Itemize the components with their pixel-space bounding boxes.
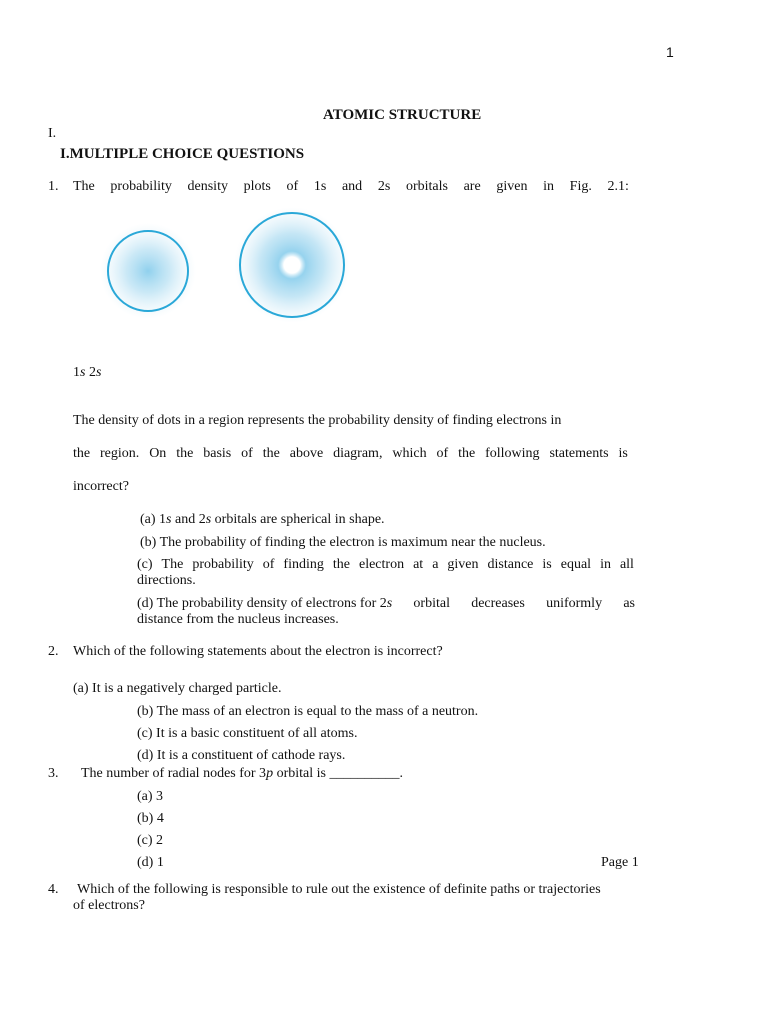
q1-option-d-word: as (623, 596, 635, 611)
caption-1s-sym: s (80, 365, 86, 380)
q1-paragraph-line3: incorrect? (73, 479, 129, 494)
q1-paragraph-word: the (262, 446, 280, 461)
header-page-number: 1 (666, 44, 674, 60)
q1-option-c-word: given (447, 557, 479, 572)
q1-option-c-word: electron (358, 557, 405, 572)
q1-word: given (496, 179, 528, 194)
q1-word: density (187, 179, 228, 194)
q1-paragraph-word: the (73, 446, 91, 461)
q1-paragraph-word: region. (100, 446, 140, 461)
q1-word: are (463, 179, 481, 194)
q1-option-c-line2: directions. (137, 573, 196, 588)
q1-option-c-word: distance (487, 557, 534, 572)
orbital-1s-plot (100, 223, 196, 319)
q1-word: The (73, 179, 95, 194)
q1-number: 1. (48, 179, 59, 194)
q1-word: probability (110, 179, 172, 194)
q1-option-c-word: at (413, 557, 424, 572)
q1-paragraph-word: above (289, 446, 324, 461)
caption-2s-sym: s (95, 365, 102, 380)
q4-text-line1: Which of the following is responsible to rule out the existence of definite paths or trajectories (77, 882, 601, 897)
q2-option-a: (a) It is a negatively charged particle. (73, 681, 282, 696)
q1-paragraph-word: On (149, 446, 167, 461)
q3-number: 3. (48, 766, 59, 781)
figure-caption (73, 365, 101, 381)
orbital-figure (70, 205, 370, 340)
q1-option-c-word: is (542, 557, 552, 572)
caption-1s-num: 1 (73, 365, 80, 380)
q1-text (73, 179, 629, 195)
orbital-2s-plot (234, 207, 350, 323)
q1-option-d-start: (d) The probability density of electrons for 2s (137, 596, 393, 611)
q1-paragraph-word: following (485, 446, 540, 461)
q1-paragraph-word: diagram, (333, 446, 383, 461)
footer-page-label: Page 1 (601, 855, 639, 870)
q1-option-c-word: The (161, 557, 184, 572)
q2-text: Which of the following statements about the electron is incorrect? (73, 644, 443, 659)
q1-option-c-word: probability (192, 557, 254, 572)
q1-word: in (543, 179, 554, 194)
q1-paragraph-line2 (73, 446, 628, 462)
q1-word: orbitals (405, 179, 448, 194)
q1-paragraph-word: the (176, 446, 194, 461)
q1-paragraph-word: statements (549, 446, 609, 461)
q1-word: of (286, 179, 299, 194)
q1-paragraph-word: the (458, 446, 476, 461)
q3-option-a: (a) 3 (137, 789, 164, 804)
q2-number: 2. (48, 644, 59, 659)
q1-paragraph-word: which (392, 446, 427, 461)
q1-option-c-word: of (262, 557, 275, 572)
q1-option-c-word: finding (283, 557, 324, 572)
q1-option-d-line2: distance from the nucleus increases. (137, 612, 339, 627)
q1-option-c-word: all (619, 557, 634, 572)
q1-option-c-line1 (137, 557, 634, 573)
q1-option-b: (b) The probability of finding the electron is maximum near the nucleus. (140, 535, 546, 550)
q1-option-d-word: uniformly (546, 596, 603, 611)
q1-paragraph-word: basis (203, 446, 232, 461)
q3-option-b: (b) 4 (137, 811, 164, 826)
q1-option-c-word: a (432, 557, 439, 572)
document-title: ATOMIC STRUCTURE (323, 107, 482, 123)
q1-option-d-word: orbital (413, 596, 450, 611)
q1-paragraph-word: is (618, 446, 628, 461)
q1-option-c-word: (c) (137, 557, 153, 572)
q1-paragraph-word: of (436, 446, 449, 461)
q1-word: plots (243, 179, 271, 194)
q1-option-c-word: in (600, 557, 611, 572)
q2-option-d: (d) It is a constituent of cathode rays. (137, 748, 346, 763)
caption-2s-num: 2 (88, 365, 96, 380)
q2-option-c: (c) It is a basic constituent of all atoms. (137, 726, 358, 741)
q2-option-b: (b) The mass of an electron is equal to the mass of a neutron. (137, 704, 479, 719)
q3-text: The number of radial nodes for 3p orbital is __________. (81, 766, 403, 781)
section-heading: I.MULTIPLE CHOICE QUESTIONS (60, 146, 305, 162)
q1-word: Fig. (569, 179, 592, 194)
q1-paragraph-word: of (241, 446, 253, 461)
q1-option-c-word: equal (560, 557, 592, 572)
q4-number: 4. (48, 882, 59, 897)
q1-option-d-word: decreases (471, 596, 525, 611)
q1-word: 2s (377, 179, 391, 194)
q3-option-d: (d) 1 (137, 855, 164, 870)
q1-option-d-line1 (137, 596, 635, 612)
q3-option-c: (c) 2 (137, 833, 164, 848)
q1-word: 1s (313, 179, 327, 194)
q4-text-line2: of electrons? (73, 898, 145, 913)
roman-numeral: I. (48, 126, 57, 141)
q1-word: 2.1: (607, 179, 629, 194)
q1-option-c-word: the (332, 557, 350, 572)
q1-option-a: (a) 1s and 2s orbitals are spherical in shape. (140, 512, 385, 527)
q1-word: and (341, 179, 363, 194)
q1-paragraph-line1: The density of dots in a region represents the probability density of finding electrons in (73, 413, 562, 428)
